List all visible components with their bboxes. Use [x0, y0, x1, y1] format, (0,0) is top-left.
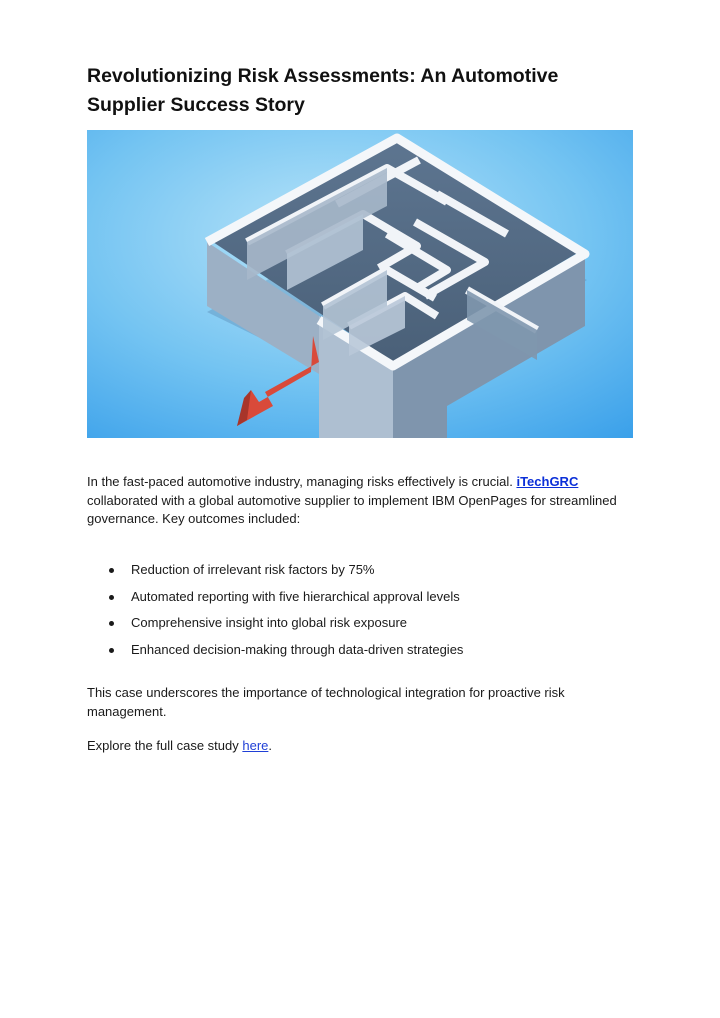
intro-text-after: collaborated with a global automotive supplier to implement IBM OpenPages for streamlined governance. Key outcomes included: [87, 492, 617, 526]
list-item [87, 614, 633, 641]
explore-text-before: Explore the full case study [87, 738, 243, 753]
list-item-text: Automated reporting with five hierarchical approval levels [131, 588, 460, 604]
list-item [87, 641, 633, 668]
case-study-link[interactable]: here [242, 738, 269, 753]
bullet-icon [109, 621, 114, 626]
list-item [87, 588, 633, 615]
itechgrc-link[interactable]: iTechGRC [516, 474, 579, 489]
bullet-icon [109, 648, 114, 653]
list-item-text: Reduction of irrelevant risk factors by 75% [131, 562, 375, 577]
hero-image [87, 130, 633, 438]
list-item [87, 561, 633, 588]
intro-paragraph [87, 473, 633, 529]
outcomes-list [87, 561, 633, 668]
closing-paragraph: This case underscores the importance of technological integration for proactive risk management. [87, 685, 565, 719]
explore-paragraph [87, 737, 633, 756]
explore-text-after: . [268, 738, 273, 753]
list-item-text: Enhanced decision-making through data-driven strategies [131, 642, 464, 658]
intro-text-before: In the fast-paced automotive industry, managing risks effectively is crucial. [87, 474, 517, 489]
maze-icon [87, 130, 633, 438]
list-item-text: Comprehensive insight into global risk exposure [131, 615, 408, 631]
bullet-icon [109, 568, 114, 573]
page-title: Revolutionizing Risk Assessments: An Automotive Supplier Success Story [87, 65, 559, 116]
bullet-icon [109, 595, 114, 600]
